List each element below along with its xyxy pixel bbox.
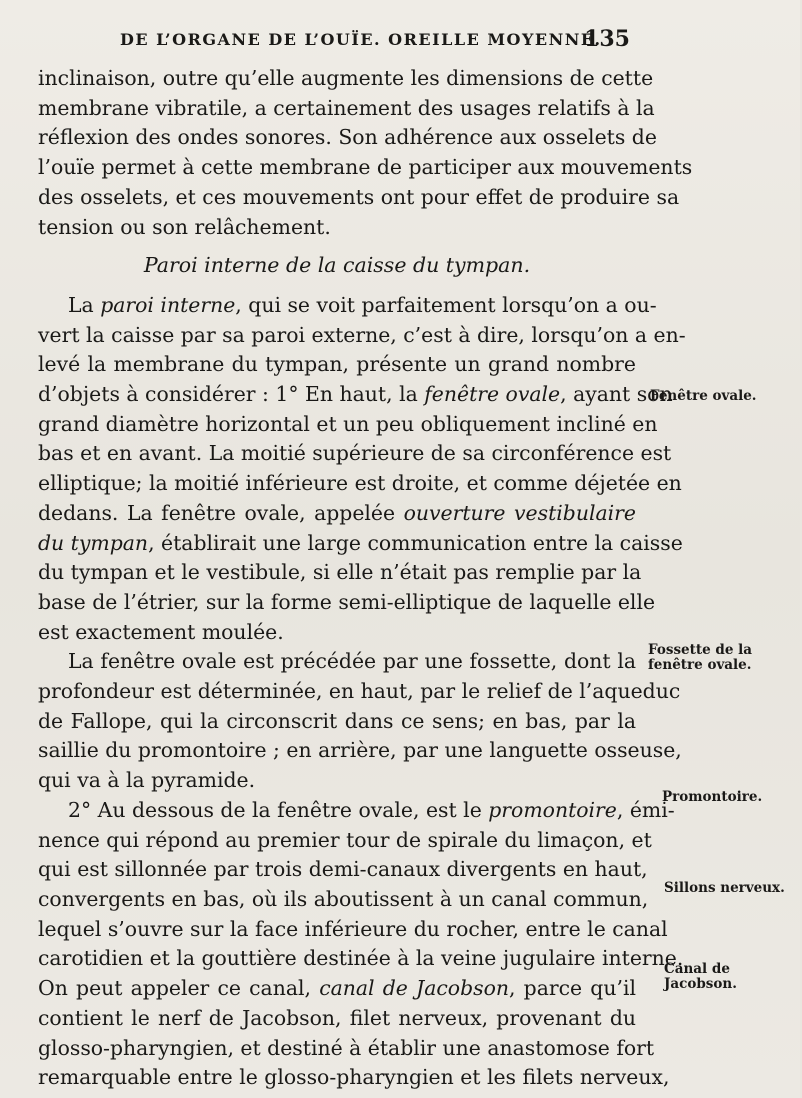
text-line: profondeur est déterminée, en haut, par le relief de l’aqueduc bbox=[38, 679, 681, 704]
text-line: 2° Au dessous de la fenêtre ovale, est le promontoire, émi- bbox=[68, 797, 675, 822]
page-number: 135 bbox=[584, 26, 630, 52]
text-line: vert la caisse par sa paroi externe, c’est à dire, lorsqu’on a en- bbox=[38, 322, 686, 347]
text-line: réflexion des ondes sonores. Son adhérence aux osselets de bbox=[38, 125, 657, 150]
running-title: DE L’ORGANE DE L’OUÏE. OREILLE MOYENNE. bbox=[120, 30, 602, 49]
text-line: l’ouïe permet à cette membrane de participer aux mouvements bbox=[38, 155, 693, 180]
term-fenetre-ovale: fenêtre ovale bbox=[424, 382, 561, 407]
paragraph-4 bbox=[38, 796, 684, 1093]
text-line: du tympan, établirait une large communication entre la caisse bbox=[38, 530, 683, 555]
text-line: est exactement moulée. bbox=[38, 619, 284, 644]
margin-note-promontoire: Promontoire. bbox=[662, 789, 763, 805]
text-line: La paroi interne, qui se voit parfaitement lorsqu’on a ou- bbox=[68, 292, 657, 317]
term-canal-de-jacobson: canal de Jacobson bbox=[319, 976, 509, 1001]
text-line: qui va à la pyramide. bbox=[38, 768, 256, 793]
text-line: elliptique; la moitié inférieure est droite, et comme déjetée en bbox=[38, 471, 682, 496]
term-ouverture-vestibulaire: ouverture vestibulaire bbox=[403, 500, 636, 525]
text-line: des osselets, et ces mouvements ont pour effet de produire sa bbox=[38, 184, 680, 209]
text-line: inclinaison, outre qu’elle augmente les dimensions de cette bbox=[38, 66, 654, 90]
text-line: La fenêtre ovale est précédée par une fossette, dont la bbox=[68, 649, 636, 674]
text-line: grand diamètre horizontal et un peu obliquement incliné en bbox=[38, 411, 658, 436]
text-line: d’objets à considérer : 1° En haut, la fenêtre ovale, ayant son bbox=[38, 382, 673, 407]
term-paroi-interne: paroi interne bbox=[100, 292, 236, 317]
paragraph-1 bbox=[38, 64, 693, 242]
text-line: convergents en bas, où ils aboutissent à un canal commun, bbox=[38, 886, 649, 911]
section-heading: Paroi interne de la caisse du tympan. bbox=[143, 253, 531, 278]
text-line: carotidien et la gouttière destinée à la veine jugulaire interne. bbox=[38, 946, 684, 971]
text-line: membrane vibratile, a certainement des usages relatifs à la bbox=[38, 95, 655, 120]
text-line: saillie du promontoire ; en arrière, par une languette osseuse, bbox=[38, 738, 682, 763]
text-line: du tympan et le vestibule, si elle n’était pas remplie par la bbox=[38, 560, 642, 585]
margin-note-sillons: Sillons nerveux. bbox=[664, 880, 785, 896]
text-line: On peut appeler ce canal, canal de Jacobson, parce qu’il bbox=[38, 976, 636, 1001]
text-line: glosso-pharyngien, et destiné à établir une anastomose fort bbox=[38, 1035, 655, 1060]
text-line: bas et en avant. La moitié supérieure de sa circonférence est bbox=[38, 441, 672, 466]
margin-note-canal-jacobson: Canal de Jacobson. bbox=[664, 961, 737, 992]
text-line: remarquable entre le glosso-pharyngien et les filets nerveux, bbox=[38, 1065, 670, 1090]
term-du-tympan: du tympan bbox=[38, 530, 149, 555]
text-line: lequel s’ouvre sur la face inférieure du rocher, entre le canal bbox=[38, 916, 668, 941]
text-line: base de l’étrier, sur la forme semi-elliptique de laquelle elle bbox=[38, 589, 656, 614]
text-line: dedans. La fenêtre ovale, appelée ouverture vestibulaire bbox=[38, 500, 636, 525]
text-line: nence qui répond au premier tour de spirale du limaçon, et bbox=[38, 827, 652, 852]
paragraph-3 bbox=[38, 647, 682, 796]
text-line: qui est sillonnée par trois demi-canaux divergents en haut, bbox=[38, 857, 648, 882]
main-text bbox=[38, 64, 693, 1093]
margin-note-fossette: Fossette de la fenêtre ovale. bbox=[648, 642, 753, 673]
text-line: levé la membrane du tympan, présente un grand nombre bbox=[38, 352, 636, 377]
term-promontoire: promontoire bbox=[488, 797, 617, 822]
text-line: tension ou son relâchement. bbox=[38, 214, 331, 239]
text-line: contient le nerf de Jacobson, filet nerveux, provenant du bbox=[38, 1005, 636, 1030]
text-line: de Fallope, qui la circonscrit dans ce sens; en bas, par la bbox=[38, 708, 636, 733]
margin-note-fenetre-ovale: Fenêtre ovale. bbox=[650, 388, 757, 404]
paragraph-2 bbox=[38, 291, 686, 647]
